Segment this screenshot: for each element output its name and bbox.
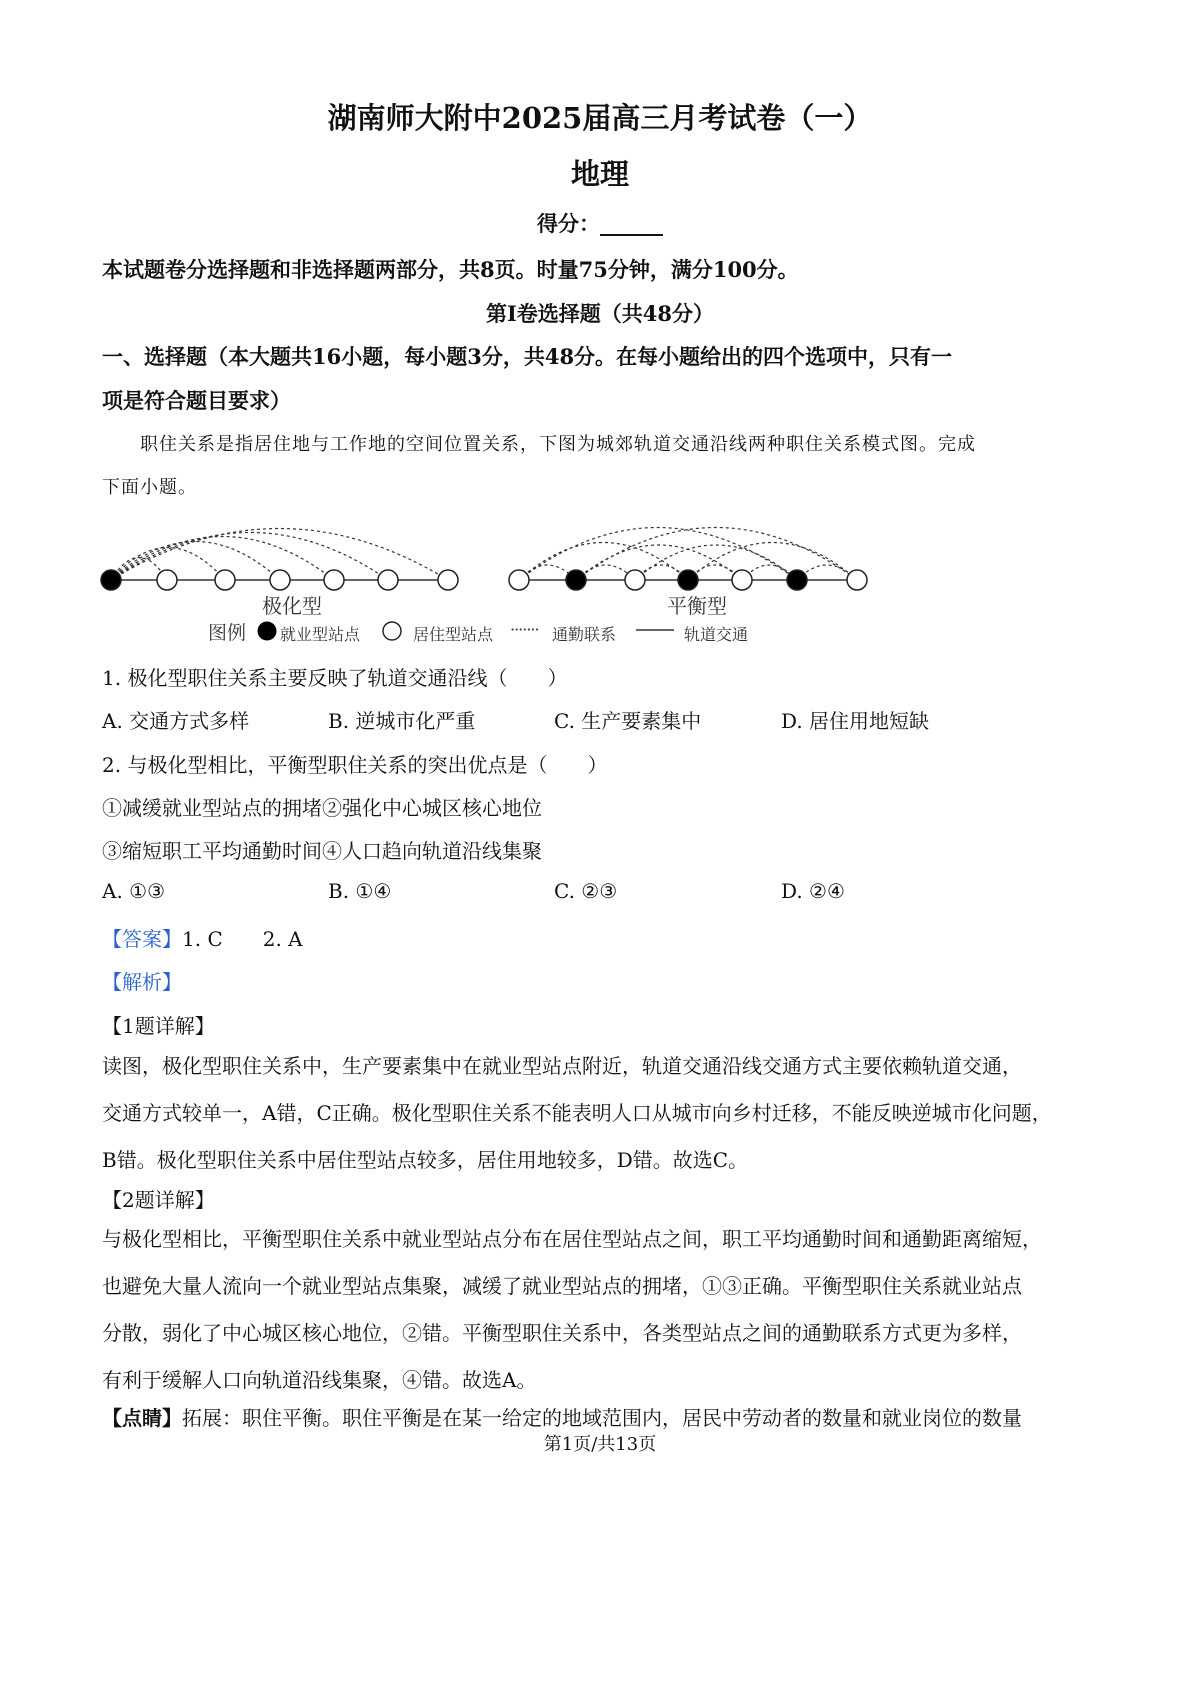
q2-stem: 2. 与极化型相比，平衡型职住关系的突出优点是（ ） <box>102 753 608 777</box>
q2-option-a: A. ①③ <box>102 879 166 903</box>
legend-title: 图例 <box>208 622 247 644</box>
detail2-heading: 【2题详解】 <box>102 1188 215 1212</box>
exam-title: 湖南师大附中2025届高三月考试卷（一） <box>327 101 873 135</box>
answer-label: 【答案】 <box>102 927 182 951</box>
answer-text: 1. C 2. A <box>182 927 303 951</box>
legend-residential-label: 居住型站点 <box>413 625 494 644</box>
legend-commute-label: 通勤联系 <box>552 625 617 644</box>
q2-option-b: B. ①④ <box>328 879 392 903</box>
detail2-line: 有利于缓解人口向轨道沿线集聚，④错。故选A。 <box>102 1368 537 1392</box>
legend-commute-symbol: ······· <box>510 620 539 639</box>
detail2-line: 与极化型相比，平衡型职住关系中就业型站点分布在居住型站点之间，职工平均通勤时间和通勤距离缩短， <box>102 1227 1042 1251</box>
polarized-label: 极化型 <box>262 594 322 618</box>
intro-text: 本试题卷分选择题和非选择题两部分，共8页。时量75分钟，满分100分。 <box>102 257 799 282</box>
q1-option-b: B. 逆城市化严重 <box>328 709 476 733</box>
subject-title: 地理 <box>570 157 629 191</box>
detail1-body <box>102 1043 1102 1184</box>
page-footer: 第1页/共13页 <box>543 1434 657 1455</box>
detail2-body <box>102 1216 1102 1404</box>
detail2-line: 也避免大量人流向一个就业型站点集聚，减缓了就业型站点的拥堵，①③正确。平衡型职住关系就业站点 <box>102 1274 1022 1298</box>
point-text: 拓展：职住平衡。职住平衡是在某一给定的地域范围内，居民中劳动者的数量和就业岗位的数量 <box>182 1406 1022 1430</box>
answer-line <box>102 923 303 952</box>
stem-line2: 下面小题。 <box>102 477 197 498</box>
detail1-line: 读图，极化型职住关系中，生产要素集中在就业型站点附近，轨道交通沿线交通方式主要依赖轨道交通， <box>102 1054 1022 1078</box>
part-heading-line1: 一、选择题（本大题共16小题，每小题3分，共48分。在每小题给出的四个选项中，只有一 <box>102 344 953 369</box>
analysis-label: 【解析】 <box>102 970 182 994</box>
part-heading-line2: 项是符合题目要求） <box>102 388 291 413</box>
q1-option-c: C. 生产要素集中 <box>554 709 702 733</box>
q2-statement-line1: ①减缓就业型站点的拥堵②强化中心城区核心地位 <box>102 796 542 820</box>
detail1-heading: 【1题详解】 <box>102 1014 215 1038</box>
q2-option-d: D. ②④ <box>781 879 845 903</box>
q1-option-d: D. 居住用地短缺 <box>781 709 930 733</box>
legend-employment-label: 就业型站点 <box>280 625 361 644</box>
balanced-label: 平衡型 <box>667 594 727 618</box>
stem-line1: 职住关系是指居住地与工作地的空间位置关系，下图为城郊轨道交通沿线两种职住关系模式图。完成 <box>140 434 976 455</box>
score-field: 得分：______ <box>537 211 663 236</box>
q1-option-a: A. 交通方式多样 <box>102 709 250 733</box>
legend-residential-icon <box>381 620 403 642</box>
legend-employment-icon <box>256 620 278 642</box>
section-title: 第Ⅰ卷选择题（共48分） <box>485 301 715 326</box>
q2-statement-line2: ③缩短职工平均通勤时间④人口趋向轨道沿线集聚 <box>102 839 542 863</box>
point-line <box>102 1402 1022 1431</box>
legend-rail-symbol <box>636 626 676 634</box>
detail1-line: B错。极化型职住关系中居住型站点较多，居住用地较多，D错。故选C。 <box>102 1148 749 1172</box>
detail1-line: 交通方式较单一，A错，C正确。极化型职住关系不能表明人口从城市向乡村迁移，不能反映逆城市化问题， <box>102 1101 1052 1125</box>
q2-option-c: C. ②③ <box>554 879 618 903</box>
q1-stem: 1. 极化型职住关系主要反映了轨道交通沿线（ ） <box>102 666 568 690</box>
point-label: 【点睛】 <box>102 1406 182 1430</box>
detail2-line: 分散，弱化了中心城区核心地位，②错。平衡型职住关系中，各类型站点之间的通勤联系方式更为多样， <box>102 1321 1022 1345</box>
legend-rail-label: 轨道交通 <box>684 625 749 644</box>
